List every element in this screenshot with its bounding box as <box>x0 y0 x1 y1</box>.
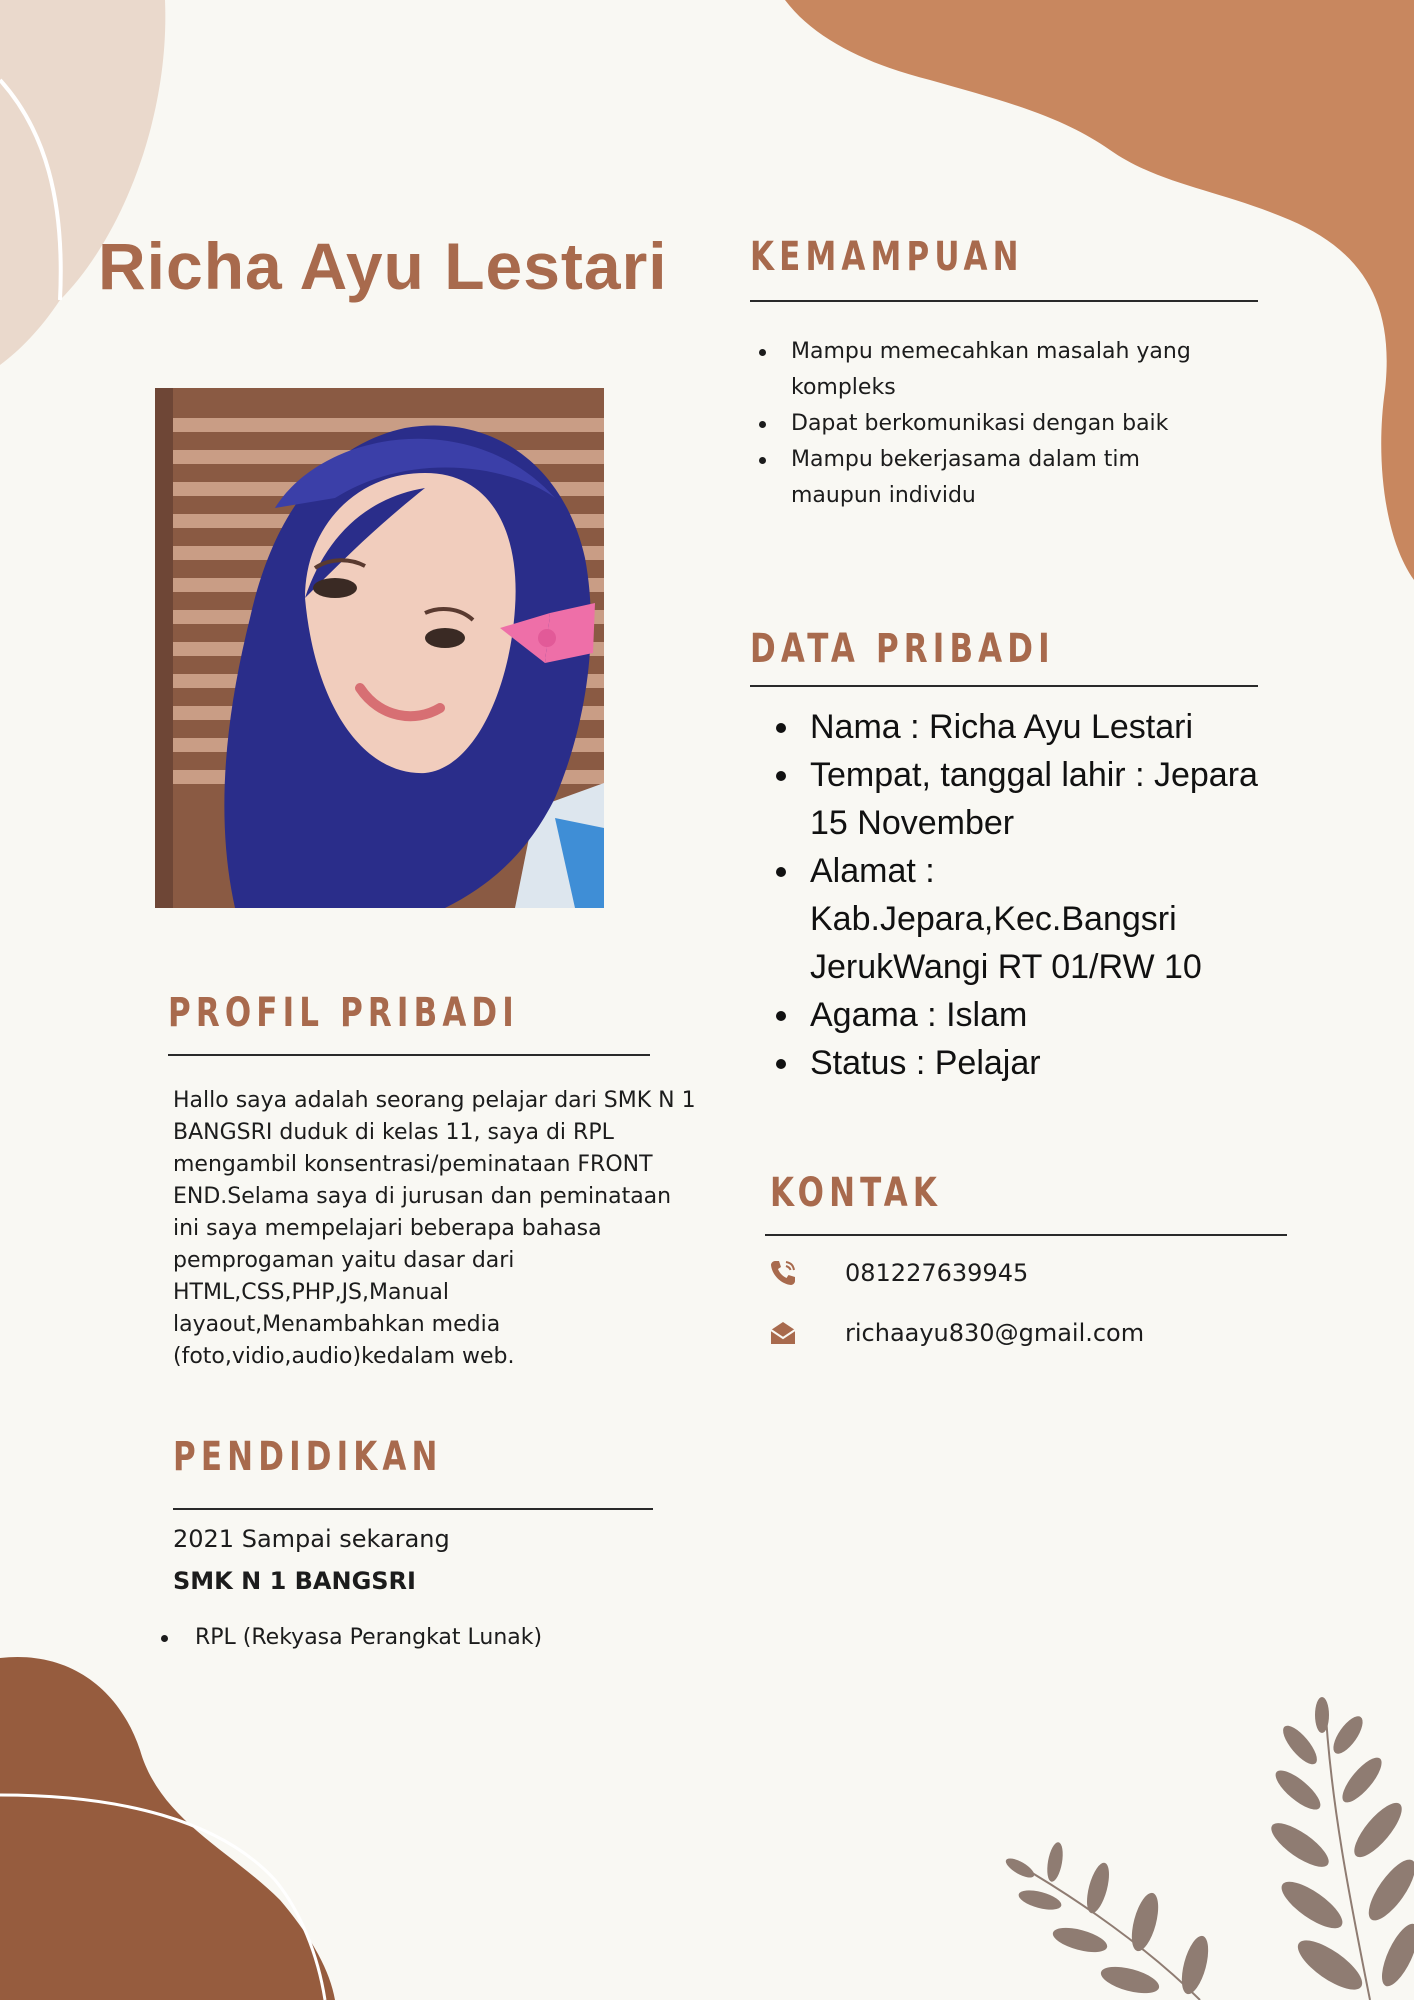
personal-data-divider <box>750 685 1258 687</box>
personal-data-item: Agama : Islam <box>772 991 1302 1039</box>
personal-data-list <box>772 703 1302 1087</box>
phone-icon <box>765 1255 801 1291</box>
contact-phone-row[interactable] <box>765 1253 1028 1293</box>
personal-data-item: Tempat, tanggal lahir : Jepara 15 November <box>772 751 1302 847</box>
profile-heading: PROFIL PRIBADI <box>168 990 519 1036</box>
contact-divider <box>765 1234 1287 1236</box>
education-list <box>155 1620 675 1656</box>
contact-heading: KONTAK <box>770 1170 942 1216</box>
contact-phone[interactable]: 081227639945 <box>845 1259 1029 1287</box>
education-period: 2021 Sampai sekarang <box>173 1525 450 1553</box>
skills-item: Mampu bekerjasama dalam tim maupun individu <box>753 442 1233 514</box>
skills-item: Dapat berkomunikasi dengan baik <box>753 406 1233 442</box>
personal-data-heading: DATA PRIBADI <box>750 626 1055 672</box>
profile-divider <box>168 1054 650 1056</box>
profile-photo <box>155 388 604 908</box>
personal-data-item: Nama : Richa Ayu Lestari <box>772 703 1302 751</box>
personal-data-item: Alamat : Kab.Jepara,Kec.Bangsri JerukWangi RT 01/RW 10 <box>772 847 1230 991</box>
profile-text: Hallo saya adalah seorang pelajar dari SMK N 1 BANGSRI duduk di kelas 11, saya di RPL mengambil konsentrasi/peminataan FRONT END.Selama saya di jurusan dan peminataan ini saya mempelajari beberapa bahasa pemprogaman yaitu dasar dari HTML,CSS,PHP,JS,Manual layaout,Menambahkan media (foto,vidio,audio)kedalam web. <box>173 1088 696 1369</box>
education-divider <box>173 1508 653 1510</box>
skills-item: Mampu memecahkan masalah yang kompleks <box>753 334 1233 406</box>
leaf-branch-right <box>1265 1697 1414 2000</box>
education-heading: PENDIDIKAN <box>173 1434 443 1480</box>
personal-data-item: Status : Pelajar <box>772 1039 1302 1087</box>
blob-top-left <box>0 0 165 365</box>
envelope-icon <box>765 1315 801 1351</box>
contact-email-row[interactable] <box>765 1313 1144 1353</box>
leaf-branch-left <box>1003 1841 1213 2000</box>
contact-email[interactable]: richaayu830@gmail.com <box>845 1319 1145 1347</box>
name-title: Richa Ayu Lestari <box>98 229 668 303</box>
skills-list <box>753 334 1233 514</box>
skills-divider <box>750 300 1258 302</box>
skills-heading: KEMAMPUAN <box>750 234 1024 280</box>
education-item: RPL (Rekyasa Perangkat Lunak) <box>155 1620 675 1656</box>
education-school: SMK N 1 BANGSRI <box>173 1567 416 1595</box>
portrait-illustration <box>155 388 604 908</box>
blob-bottom-left <box>0 1657 335 2000</box>
